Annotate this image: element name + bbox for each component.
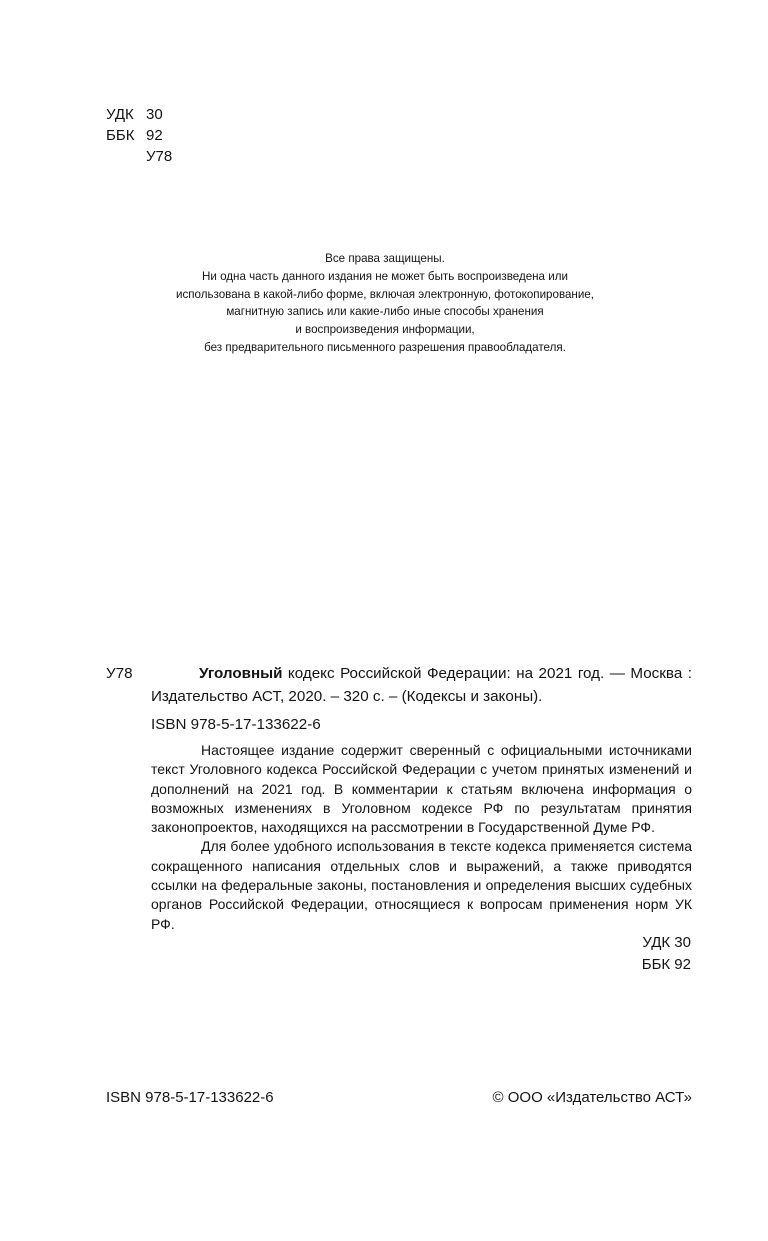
rights-line: и воспроизведения информации, xyxy=(295,323,475,337)
udk-value: 30 xyxy=(146,106,163,123)
rights-line: магнитную запись или какие-либо иные способы хранения xyxy=(226,305,544,319)
annotation-paragraph: Для более удобного использования в тексте кодекса применяется система сокращенного написания отдельных слов и выражений, а также приводятся ссылки на федеральные законы, постановления и определения высших судебных органов Российской Федерации, относящиеся к вопросам применения норм УК РФ. xyxy=(151,838,692,932)
copyright-notice: © ООО «Издательство АСТ» xyxy=(492,1089,692,1106)
record-title-bold: Уголовный xyxy=(199,665,283,682)
udk-row xyxy=(106,104,172,125)
rights-notice xyxy=(130,250,640,357)
annotation-paragraph: Настоящее издание содержит сверенный с официальными источниками текст Уголовного кодекса Российской Федерации с учетом принятых изменений и дополнений на 2021 год. В комментарии к статьям включена информация о возможных изменениях в Уголовном кодексе РФ по результатам принятия законопроектов, находящихся на рассмотрении в Государственной Думе РФ. xyxy=(151,742,692,836)
author-mark: У78 xyxy=(146,148,173,165)
bbk-label: ББК xyxy=(106,127,135,144)
footer-isbn: ISBN 978-5-17-133622-6 xyxy=(106,1089,274,1106)
bbk-value: 92 xyxy=(146,127,163,144)
udk-code: УДК 30 xyxy=(642,934,691,951)
record-code: У78 xyxy=(106,665,133,682)
bbk-row xyxy=(106,125,172,146)
record-heading xyxy=(151,662,692,708)
annotation xyxy=(151,741,692,934)
record-isbn: ISBN 978-5-17-133622-6 xyxy=(151,716,321,733)
rights-line: использована в какой-либо форме, включая электронную, фотокопирование, xyxy=(176,287,594,301)
classification-codes-right xyxy=(642,932,691,976)
rights-line: Ни одна часть данного издания не может быть воспроизведена или xyxy=(202,269,568,283)
bibliographic-record xyxy=(106,662,692,736)
classification-block xyxy=(106,104,172,167)
footer xyxy=(106,1088,692,1108)
bbk-code: ББК 92 xyxy=(641,956,691,973)
udk-label: УДК xyxy=(106,106,134,123)
rights-line: без предварительного письменного разрешения правообладателя. xyxy=(204,340,566,354)
rights-line: Все права защищены. xyxy=(325,252,445,265)
record-title-rest: кодекс Российской Федерации: на 2021 год. — Москва : Издательство АСТ, 2020. – 320 с. – (Кодексы и законы). xyxy=(151,665,692,705)
